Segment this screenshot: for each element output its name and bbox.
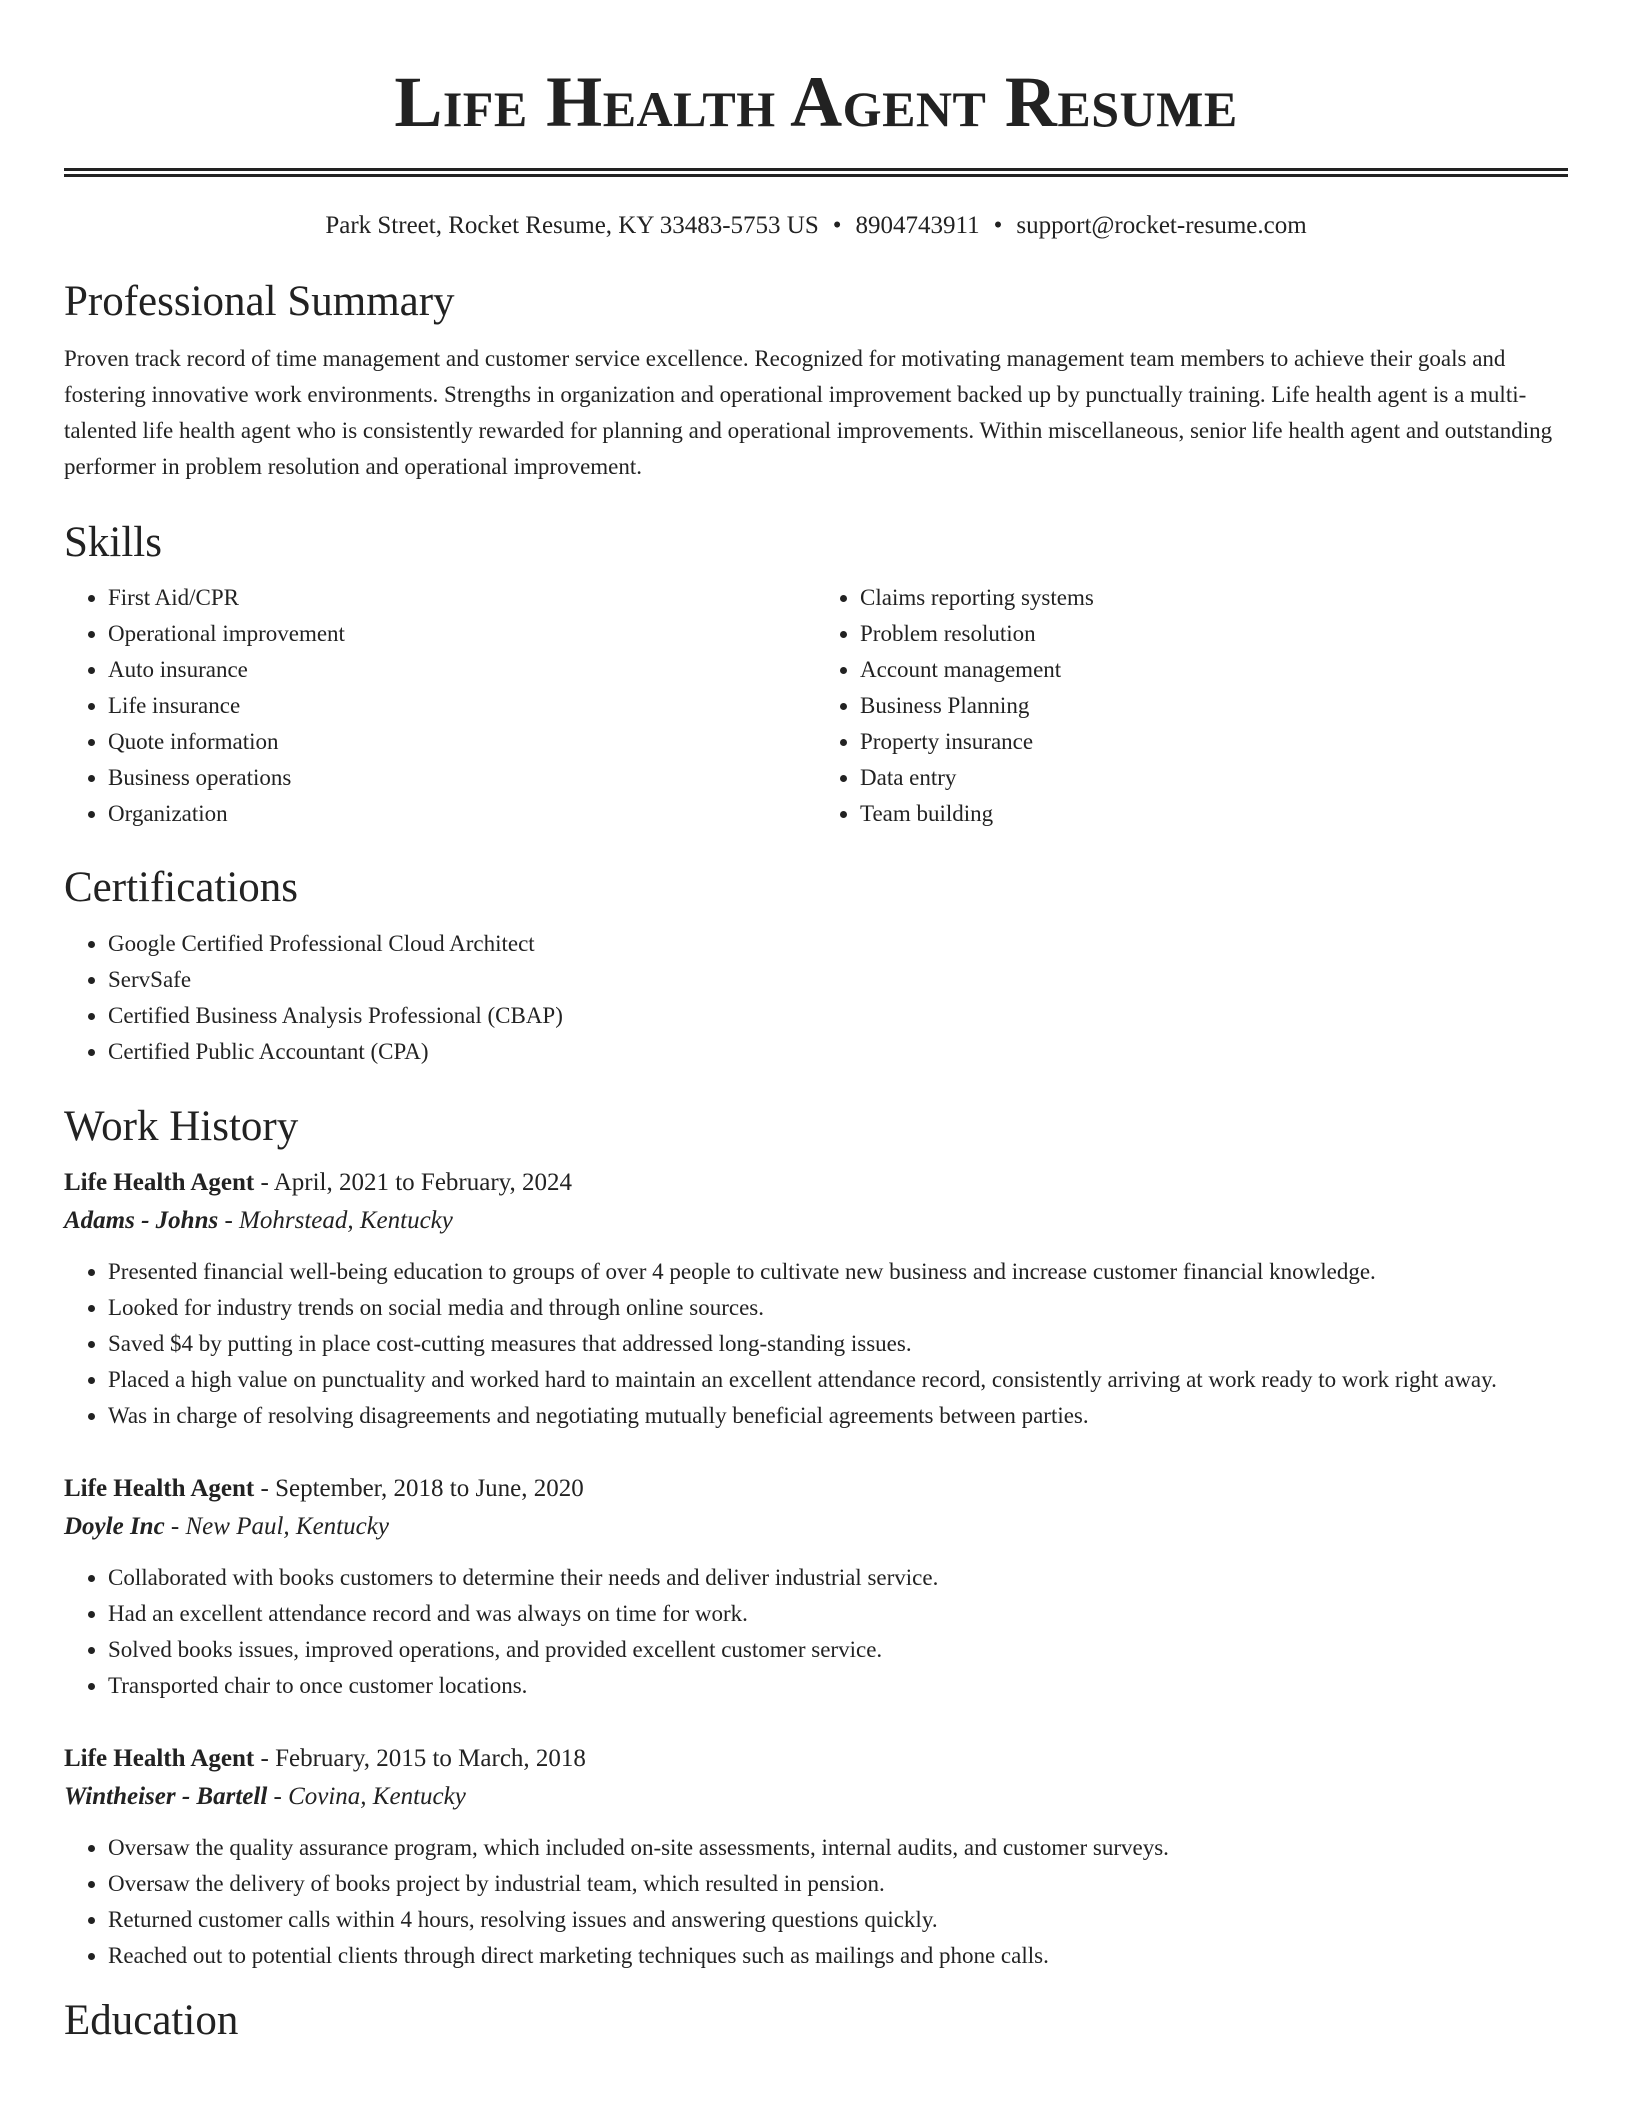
skill-item: • Claims reporting systems [860,580,1568,616]
work-history-section [64,1102,1568,1974]
job-dates: September, 2018 to June, 2020 [275,1475,584,1502]
contact-separator: • [832,212,842,239]
skill-item: • Business operations [108,760,816,796]
job-bullet: • Placed a high value on punctuality and worked hard to maintain an excellent attendance record, consistently arriving at work ready to work right away. [108,1362,1568,1398]
contact-phone: 8904743911 [855,212,980,239]
skill-item: • Life insurance [108,688,816,724]
job-bullet: • Looked for industry trends on social media and through online sources. [108,1290,1568,1326]
skill-item: • Property insurance [860,724,1568,760]
job-location: Mohrstead, Kentucky [239,1207,453,1234]
job-bullet: • Oversaw the delivery of books project by industrial team, which resulted in pension. [108,1866,1568,1902]
job-bullets [64,1254,1568,1434]
skills-list-right [816,580,1568,832]
job-entry [64,1470,1568,1704]
job-company-line: Wintheiser - Bartell - Covina, Kentucky [64,1783,466,1810]
job-title: Life Health Agent [64,1745,255,1772]
skill-item: • Problem resolution [860,616,1568,652]
job-bullet: • Returned customer calls within 4 hours, resolving issues and answering questions quickly. [108,1902,1568,1938]
job-location: New Paul, Kentucky [185,1513,389,1540]
job-bullet: • Oversaw the quality assurance program, which included on-site assessments, internal audits, and customer surveys. [108,1830,1568,1866]
section-heading: Professional Summary [64,278,455,325]
job-bullet: • Had an excellent attendance record and was always on time for work. [108,1596,1568,1632]
skill-item: • Account management [860,652,1568,688]
section-heading: Work History [64,1103,299,1150]
job-bullets [64,1830,1568,1974]
skills-grid [64,580,1568,832]
skill-item: • First Aid/CPR [108,580,816,616]
job-dates: April, 2021 to February, 2024 [273,1169,573,1196]
job-bullet: • Was in charge of resolving disagreements and negotiating mutually beneficial agreements between parties. [108,1398,1568,1434]
skill-item: • Auto insurance [108,652,816,688]
job-company-line: Doyle Inc - New Paul, Kentucky [64,1513,389,1540]
job-bullet: • Presented financial well-being education to groups of over 4 people to cultivate new business and increase customer financial knowledge. [108,1254,1568,1290]
certifications-section [64,863,1568,1070]
job-title: Life Health Agent [64,1475,255,1502]
professional-summary-section [64,277,1568,485]
certification-item: • Certified Public Accountant (CPA) [108,1034,1568,1070]
job-entry [64,1164,1568,1434]
contact-line [64,211,1568,241]
job-dates: February, 2015 to March, 2018 [275,1745,586,1772]
job-entry [64,1740,1568,1974]
education-section [64,1996,1568,2046]
contact-email: support@rocket-resume.com [1016,212,1307,239]
certifications-list [64,926,1568,1070]
certification-item: • Google Certified Professional Cloud Architect [108,926,1568,962]
skill-item: • Quote information [108,724,816,760]
skills-section [64,518,1568,832]
job-location: Covina, Kentucky [288,1783,466,1810]
job-bullet: • Saved $4 by putting in place cost-cutting measures that addressed long-standing issues. [108,1326,1568,1362]
resume-page [64,0,1568,2046]
job-header: Life Health Agent - February, 2015 to March, 2018 [64,1745,586,1772]
job-bullets [64,1560,1568,1704]
job-bullet: • Solved books issues, improved operations, and provided excellent customer service. [108,1632,1568,1668]
skill-item: • Business Planning [860,688,1568,724]
skill-item: • Organization [108,796,816,832]
contact-separator: • [993,212,1003,239]
contact-address: Park Street, Rocket Resume, KY 33483-5753 US [325,212,819,239]
skill-item: • Team building [860,796,1568,832]
job-title: Life Health Agent [64,1169,255,1196]
section-heading: Skills [64,519,162,566]
job-company: Doyle Inc [64,1513,165,1540]
skill-item: • Operational improvement [108,616,816,652]
summary-text: Proven track record of time management and customer service excellence. Recognized for motivating management team members to achieve their goals and fostering innovative work environments. Strengths in organization and operational improvement backed up by punctually training. Life health agent is a multi-talented life health agent who is consistently rewarded for planning and operational improvements. Within miscellaneous, senior life health agent and outstanding performer in problem resolution and operational improvement. [64,346,1553,479]
job-bullet: • Collaborated with books customers to determine their needs and deliver industrial service. [108,1560,1568,1596]
skills-list-left [64,580,816,832]
title-double-rule [64,168,1568,177]
section-heading: Education [64,1997,239,2044]
certification-item: • Certified Business Analysis Professional (CBAP) [108,998,1568,1034]
job-company: Adams - Johns [64,1207,219,1234]
job-company: Wintheiser - Bartell [64,1783,268,1810]
certification-item: • ServSafe [108,962,1568,998]
resume-title: Life Health Agent Resume [394,62,1238,142]
skill-item: • Data entry [860,760,1568,796]
job-company-line: Adams - Johns - Mohrstead, Kentucky [64,1207,453,1234]
section-heading: Certifications [64,864,299,911]
job-header: Life Health Agent - September, 2018 to June, 2020 [64,1475,584,1502]
job-bullet: • Transported chair to once customer locations. [108,1668,1568,1704]
job-bullet: • Reached out to potential clients through direct marketing techniques such as mailings and phone calls. [108,1938,1568,1974]
job-header: Life Health Agent - April, 2021 to February, 2024 [64,1169,573,1196]
